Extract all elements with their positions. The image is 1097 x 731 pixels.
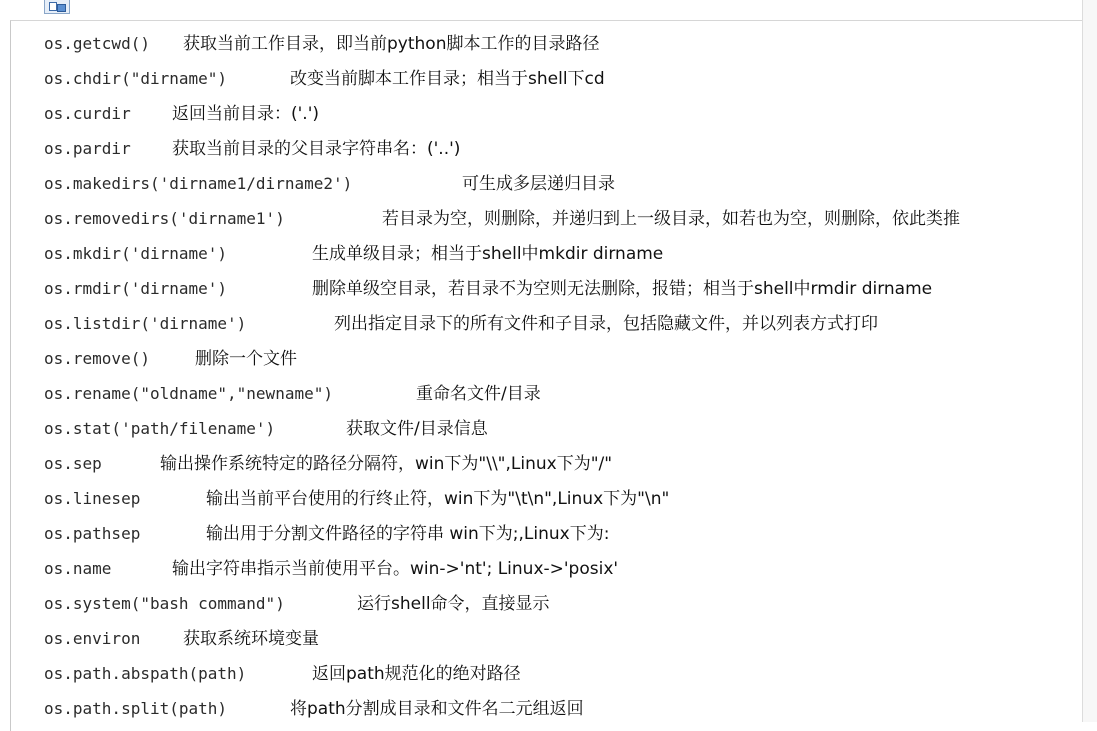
function-description: 返回当前目录：('.') [172, 104, 320, 124]
function-name: os.pathsep [44, 524, 141, 543]
list-item [44, 379, 541, 409]
list-item [44, 589, 550, 619]
function-description: 删除一个文件 [195, 349, 297, 369]
function-description: 删除单级空目录，若目录不为空则无法删除，报错；相当于shell中rmdir dirname [312, 279, 933, 299]
list-item [44, 519, 610, 549]
function-name: os.pardir [44, 139, 131, 158]
doc-glyph-2 [57, 4, 66, 12]
function-description: 将path分割成目录和文件名二元组返回 [290, 699, 584, 719]
function-description: 生成单级目录；相当于shell中mkdir dirname [312, 244, 664, 264]
function-name: os.system("bash command") [44, 594, 285, 613]
list-item [44, 554, 619, 584]
list-item [44, 274, 933, 304]
list-item [44, 204, 960, 234]
function-description: 获取当前工作目录，即当前python脚本工作的目录路径 [183, 34, 600, 54]
function-description: 获取系统环境变量 [183, 629, 319, 649]
function-description: 返回path规范化的绝对路径 [312, 664, 521, 684]
function-name: os.makedirs('dirname1/dirname2') [44, 174, 353, 193]
list-item [44, 694, 584, 724]
list-item [44, 624, 319, 654]
list-item [44, 344, 297, 374]
function-description: 可生成多层递归目录 [462, 174, 615, 194]
function-name: os.name [44, 559, 112, 578]
function-name: os.mkdir('dirname') [44, 244, 228, 263]
function-description: 若目录为空，则删除，并递归到上一级目录，如若也为空，则删除，依此类推 [382, 209, 960, 229]
code-panel [10, 20, 1083, 731]
function-name: os.linesep [44, 489, 141, 508]
list-item [44, 414, 488, 444]
list-item [44, 169, 615, 199]
list-item [44, 134, 461, 164]
function-description: 运行shell命令，直接显示 [357, 594, 550, 614]
function-description: 获取当前目录的父目录字符串名：('..') [172, 139, 461, 159]
function-name: os.chdir("dirname") [44, 69, 228, 88]
list-item [44, 659, 521, 689]
function-name: os.rmdir('dirname') [44, 279, 228, 298]
function-description: 列出指定目录下的所有文件和子目录，包括隐藏文件，并以列表方式打印 [334, 314, 878, 334]
function-name: os.path.abspath(path) [44, 664, 247, 683]
function-name: os.rename("oldname","newname") [44, 384, 333, 403]
list-item [44, 29, 600, 59]
function-description: 改变当前脚本工作目录；相当于shell下cd [290, 69, 605, 89]
list-item [44, 239, 664, 269]
list-item [44, 484, 670, 514]
function-name: os.path.split(path) [44, 699, 228, 718]
list-item [44, 309, 878, 339]
function-description: 输出当前平台使用的行终止符，win下为"\t\n",Linux下为"\n" [206, 489, 670, 509]
window-edge [1082, 0, 1097, 722]
function-name: os.listdir('dirname') [44, 314, 247, 333]
function-description: 获取文件/目录信息 [346, 419, 488, 439]
function-description: 输出用于分割文件路径的字符串 win下为;,Linux下为: [206, 524, 610, 544]
function-name: os.environ [44, 629, 141, 648]
function-name: os.remove() [44, 349, 150, 368]
function-name: os.sep [44, 454, 102, 473]
copy-icon[interactable] [44, 0, 70, 14]
list-item [44, 99, 320, 129]
doc-glyph [49, 2, 57, 11]
function-name: os.removedirs('dirname1') [44, 209, 285, 228]
function-name: os.curdir [44, 104, 131, 123]
function-description: 输出字符串指示当前使用平台。win->'nt'; Linux->'posix' [172, 559, 619, 579]
function-description: 重命名文件/目录 [416, 384, 541, 404]
function-name: os.stat('path/filename') [44, 419, 276, 438]
list-item [44, 449, 613, 479]
function-name: os.getcwd() [44, 34, 150, 53]
list-item [44, 64, 605, 94]
function-description: 输出操作系统特定的路径分隔符，win下为"\\",Linux下为"/" [160, 454, 613, 474]
